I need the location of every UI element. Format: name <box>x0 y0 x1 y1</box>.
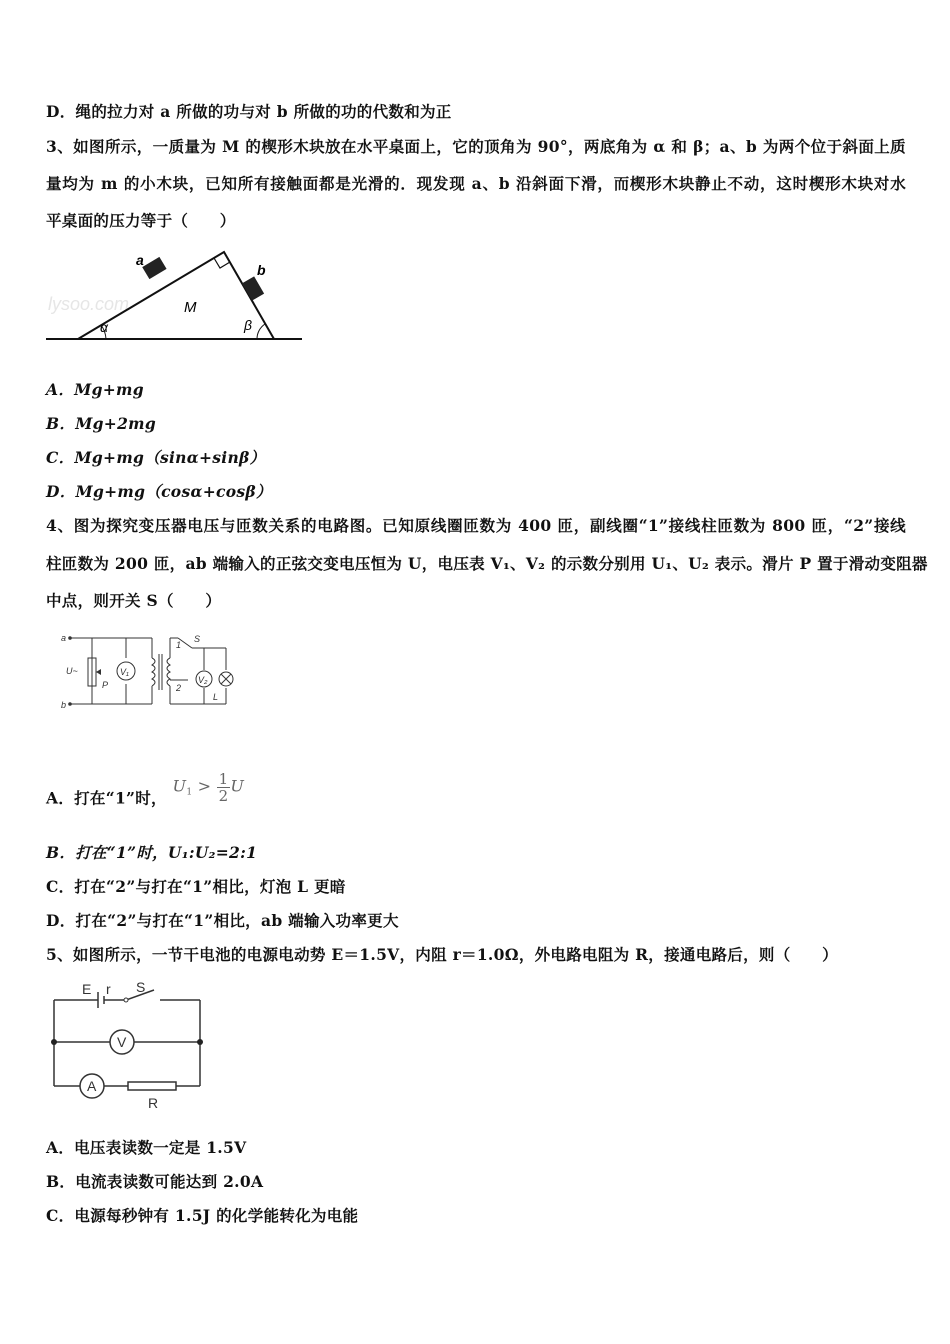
q3-option-c: C．Mg+mg（sinα+sinβ） <box>46 448 266 467</box>
q3-watermark: lysoo.com <box>48 294 130 314</box>
q5-option-b: B．电流表读数可能达到 2.0A <box>46 1172 264 1191</box>
q5-label-V: V <box>117 1034 127 1050</box>
q3-option-d: D．Mg+mg（cosα+cosβ） <box>46 482 272 501</box>
q4-label-V1: V₁ <box>120 667 129 677</box>
q4-label-P: P <box>102 680 109 690</box>
q4-label-b: b <box>61 700 67 710</box>
q4-option-a-math <box>173 771 245 804</box>
q5-circuit <box>46 978 206 1114</box>
q4-transformer-circuit <box>56 630 246 714</box>
q3-label-b: b <box>257 262 266 278</box>
q3-option-a: A．Mg+mg <box>46 380 144 399</box>
q4-label-U: U~ <box>66 666 78 676</box>
q4-label-L: L <box>213 692 219 702</box>
q5-option-a: A．电压表读数一定是 1.5V <box>46 1138 247 1157</box>
q5-stem-line1: 5、如图所示，一节干电池的电源电动势 E＝1.5V，内阻 r＝1.0Ω，外电路电阻为 R，接通电路后，则（ ） <box>46 945 838 964</box>
q4-math-u: U <box>230 776 245 796</box>
q4-option-a-text: A．打在“1”时， <box>46 788 167 808</box>
q4-math-u1-sub: 1 <box>186 787 193 798</box>
q5-label-r: r <box>106 981 111 997</box>
q4-math-num: 1 <box>218 770 229 788</box>
q4-stem-line3: 中点，则开关 S（ ） <box>46 591 222 610</box>
q4-label-S: S <box>194 634 201 644</box>
q4-option-d: D．打在“2”与打在“1”相比，ab 端输入功率更大 <box>46 911 399 930</box>
q3-option-b: B．Mg+2mg <box>46 414 157 433</box>
q5-label-R: R <box>148 1095 159 1111</box>
q3-label-a: a <box>136 252 144 268</box>
q4-math-u1: U <box>172 776 187 796</box>
q3-wedge-figure <box>44 244 306 346</box>
q2-option-d: D．绳的拉力对 a 所做的功与对 b 所做的功的代数和为正 <box>46 102 452 121</box>
q4-option-c: C．打在“2”与打在“1”相比，灯泡 L 更暗 <box>46 877 346 896</box>
q4-option-a <box>46 770 906 816</box>
q4-stem-line2: 柱匝数为 200 匝，ab 端输入的正弦交变电压恒为 U，电压表 V₁、V₂ 的示数分别用 U₁、U₂ 表示。滑片 P 置于滑动变阻器 <box>46 554 928 573</box>
q4-label-2: 2 <box>176 683 182 693</box>
q4-label-a: a <box>61 633 67 643</box>
q4-stem-line1: 4、图为探究变压器电压与匝数关系的电路图。已知原线圈匝数为 400 匝，副线圈“1”接线柱匝数为 800 匝，“2”接线 <box>46 516 906 535</box>
q4-math-gt: > <box>197 776 212 796</box>
q5-label-A: A <box>87 1078 97 1094</box>
q3-label-beta: β <box>244 317 252 333</box>
q5-label-S: S <box>136 979 146 995</box>
q3-stem-line2: 量均为 m 的小木块，已知所有接触面都是光滑的．现发现 a、b 沿斜面下滑，而楔形木块静止不动，这时楔形木块对水 <box>46 174 906 193</box>
q3-label-alpha: α <box>100 319 108 335</box>
q3-stem-line3: 平桌面的压力等于（ ） <box>46 211 236 230</box>
q4-math-fraction <box>217 771 231 804</box>
q4-option-b: B．打在“1”时，U₁:U₂=2:1 <box>46 843 258 862</box>
q3-label-M: M <box>184 299 197 316</box>
q4-label-V2: V₂ <box>198 675 208 685</box>
q4-math-den: 2 <box>218 787 229 805</box>
q4-label-1: 1 <box>176 640 182 650</box>
q3-stem-line1: 3、如图所示，一质量为 M 的楔形木块放在水平桌面上，它的顶角为 90°，两底角为 α 和 β；a、b 为两个位于斜面上质 <box>46 137 906 156</box>
q5-label-E: E <box>82 981 92 997</box>
q5-option-c: C．电源每秒钟有 1.5J 的化学能转化为电能 <box>46 1206 359 1225</box>
